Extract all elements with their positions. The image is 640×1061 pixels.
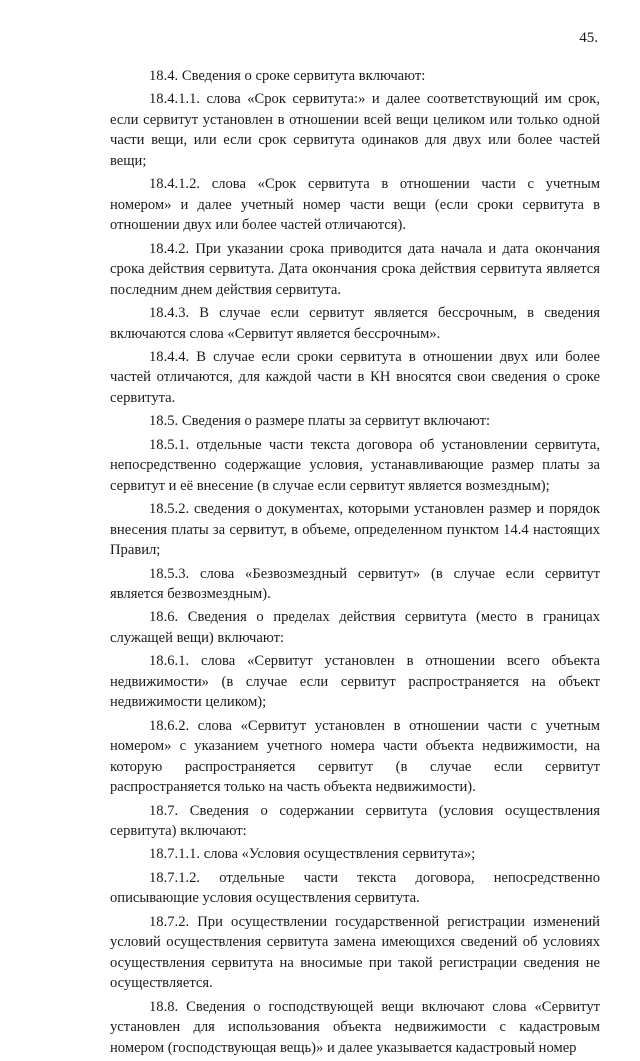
document-body bbox=[110, 66, 600, 1061]
paragraph-18-7-1-1: 18.7.1.1. слова «Условия осуществления сервитута»; bbox=[149, 846, 476, 863]
paragraph-18-6: 18.6. Сведения о пределах действия сервитута (место в границах служащей вещи) включают: bbox=[110, 609, 600, 646]
paragraph-18-4-4: 18.4.4. В случае если сроки сервитута в отношении двух или более частей отличаются, для каждой части в КН вносятся свои сведения о сроке сервитута. bbox=[110, 348, 600, 406]
paragraph-18-6-1: 18.6.1. слова «Сервитут установлен в отношении всего объекта недвижимости» (в случае если сервитут распространяется на объект недвижимости целиком); bbox=[110, 653, 600, 711]
page-number: 45. bbox=[579, 30, 598, 46]
paragraph-18-5-1: 18.5.1. отдельные части текста договора об установлении сервитута, непосредственно содержащие условия, устанавливающие размер платы за сервитут и её внесение (в случае если сервитут является возмездным); bbox=[110, 436, 600, 494]
paragraph-18-7: 18.7. Сведения о содержании сервитута (условия осуществления сервитута) включают: bbox=[110, 802, 600, 840]
paragraph-18-4-3: 18.4.3. В случае если сервитут является бессрочным, в сведения включаются слова «Сервитут является бессрочным». bbox=[110, 305, 600, 342]
paragraph-18-4-1-1: 18.4.1.1. слова «Срок сервитута:» и далее соответствующий им срок, если сервитут установлен в отношении всей вещи целиком или только одной части вещи, или если срок сервитута одинаков для двух или более частей вещи; bbox=[110, 91, 600, 169]
paragraph-18-6-2: 18.6.2. слова «Сервитут установлен в отношении части с учетным номером» с указанием учетного номера части объекта недвижимости, на которую распространяется сервитут (в случае если сервитут распространяется только на часть объекта недвижимости). bbox=[110, 717, 600, 796]
paragraph-18-7-2: 18.7.2. При осуществлении государственной регистрации изменений условий осуществления сервитута замена имеющихся сведений об условиях осуществления сервитута на вносимые при такой регистрации сведения не осуществляется. bbox=[110, 913, 600, 992]
paragraph-18-8: 18.8. Сведения о господствующей вещи включают слова «Сервитут установлен для использования объекта недвижимости с кадастровым номером (господствующая вещь)» и далее указывается кадастровый номер bbox=[110, 998, 600, 1056]
paragraph-18-5-2: 18.5.2. сведения о документах, которыми установлен размер и порядок внесения платы за сервитут, в объеме, определенном пунктом 14.4 настоящих Правил; bbox=[110, 501, 600, 559]
paragraph-18-4-1-2: 18.4.1.2. слова «Срок сервитута в отношении части с учетным номером» и далее учетный номер части вещи (если сроки сервитута в отношении двух или более частей отличаются). bbox=[110, 176, 600, 234]
paragraph-18-5-3: 18.5.3. слова «Безвозмездный сервитут» (в случае если сервитут является безвозмездным). bbox=[110, 565, 600, 603]
paragraph-18-4-2: 18.4.2. При указании срока приводится дата начала и дата окончания срока действия сервитута. Дата окончания срока действия сервитута является последним днем действия сервитута. bbox=[110, 240, 600, 298]
paragraph-18-7-1-2: 18.7.1.2. отдельные части текста договора, непосредственно описывающие условия осуществления сервитута. bbox=[110, 869, 600, 907]
paragraph-18-5: 18.5. Сведения о размере платы за сервитут включают: bbox=[149, 413, 491, 430]
paragraph-18-4: 18.4. Сведения о сроке сервитута включают: bbox=[149, 68, 426, 84]
